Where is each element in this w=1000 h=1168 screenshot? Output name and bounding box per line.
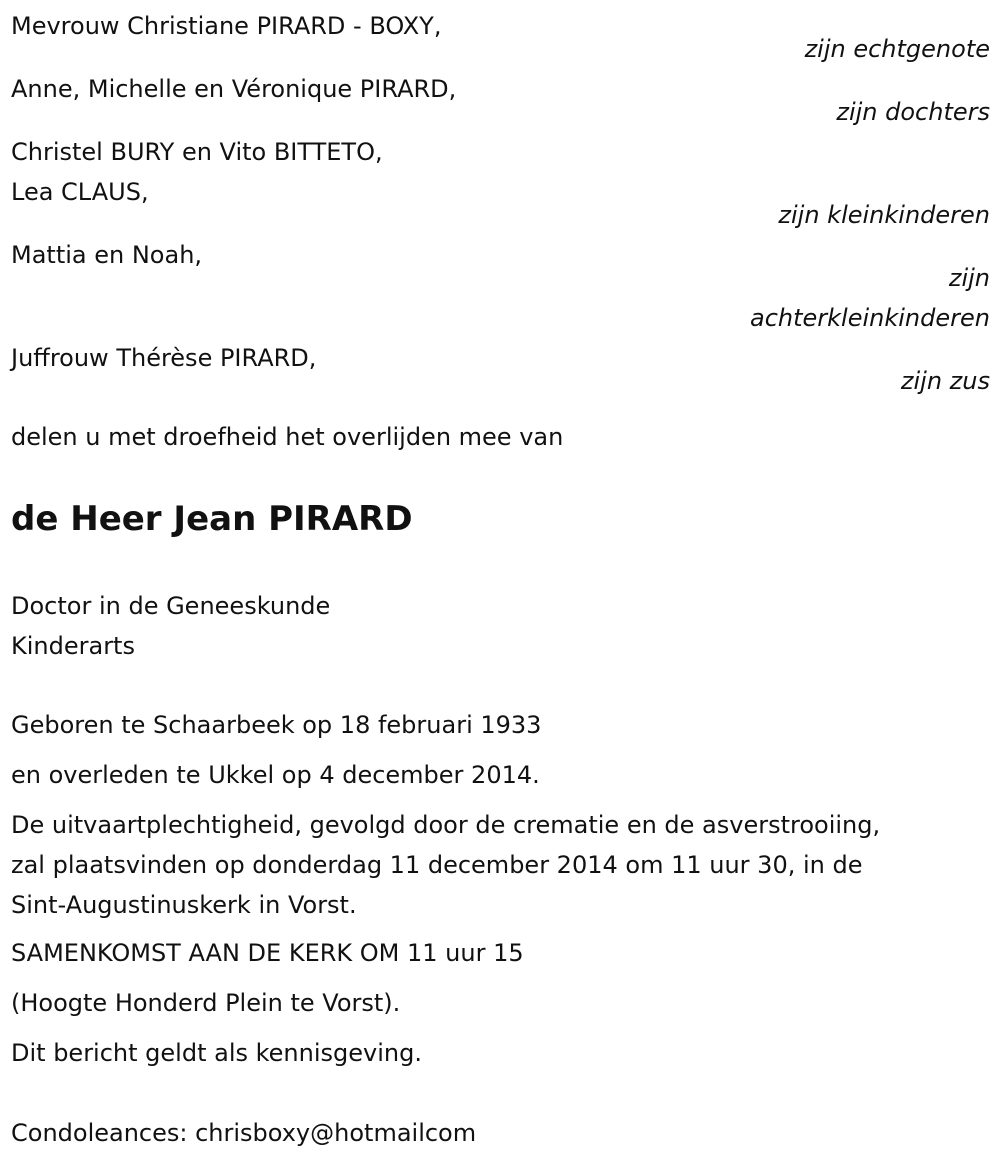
relation-grandchildren: zijn kleinkinderen <box>778 201 990 229</box>
announcement-text: delen u met droefheid het overlijden mee van <box>11 423 564 451</box>
ceremony-line-2: zal plaatsvinden op donderdag 11 december 2014 om 11 uur 30, in de <box>11 851 863 879</box>
family-name-grandchildren-2: Lea CLAUS, <box>11 178 149 206</box>
deceased-name: de Heer Jean PIRARD <box>11 499 413 539</box>
death-details: en overleden te Ukkel op 4 december 2014. <box>11 761 540 789</box>
gathering-location: (Hoogte Honderd Plein te Vorst). <box>11 989 401 1017</box>
relation-daughters: zijn dochters <box>836 98 990 126</box>
birth-details: Geboren te Schaarbeek op 18 februari 1933 <box>11 711 542 739</box>
family-name-grandchildren-1: Christel BURY en Vito BITTETO, <box>11 138 383 166</box>
family-name-great-grandchildren: Mattia en Noah, <box>11 241 203 269</box>
condolences-contact: Condoleances: chrisboxy@hotmailcom <box>11 1119 477 1147</box>
family-name-daughters: Anne, Michelle en Véronique PIRARD, <box>11 75 457 103</box>
ceremony-line-3: Sint-Augustinuskerk in Vorst. <box>11 891 357 919</box>
family-name-spouse: Mevrouw Christiane PIRARD - BOXY, <box>11 12 442 40</box>
notice-statement: Dit bericht geldt als kennisgeving. <box>11 1039 422 1067</box>
ceremony-line-1: De uitvaartplechtigheid, gevolgd door de crematie en de asverstrooiing, <box>11 811 881 839</box>
relation-great-grandchildren-2: achterkleinkinderen <box>750 304 990 332</box>
relation-sister: zijn zus <box>900 367 990 395</box>
gathering-time: SAMENKOMST AAN DE KERK OM 11 uur 15 <box>11 939 524 967</box>
deceased-title-2: Kinderarts <box>11 632 135 660</box>
relation-spouse: zijn echtgenote <box>804 35 990 63</box>
deceased-title-1: Doctor in de Geneeskunde <box>11 592 331 620</box>
relation-great-grandchildren-1: zijn <box>948 264 990 292</box>
family-name-sister: Juffrouw Thérèse PIRARD, <box>11 344 317 372</box>
